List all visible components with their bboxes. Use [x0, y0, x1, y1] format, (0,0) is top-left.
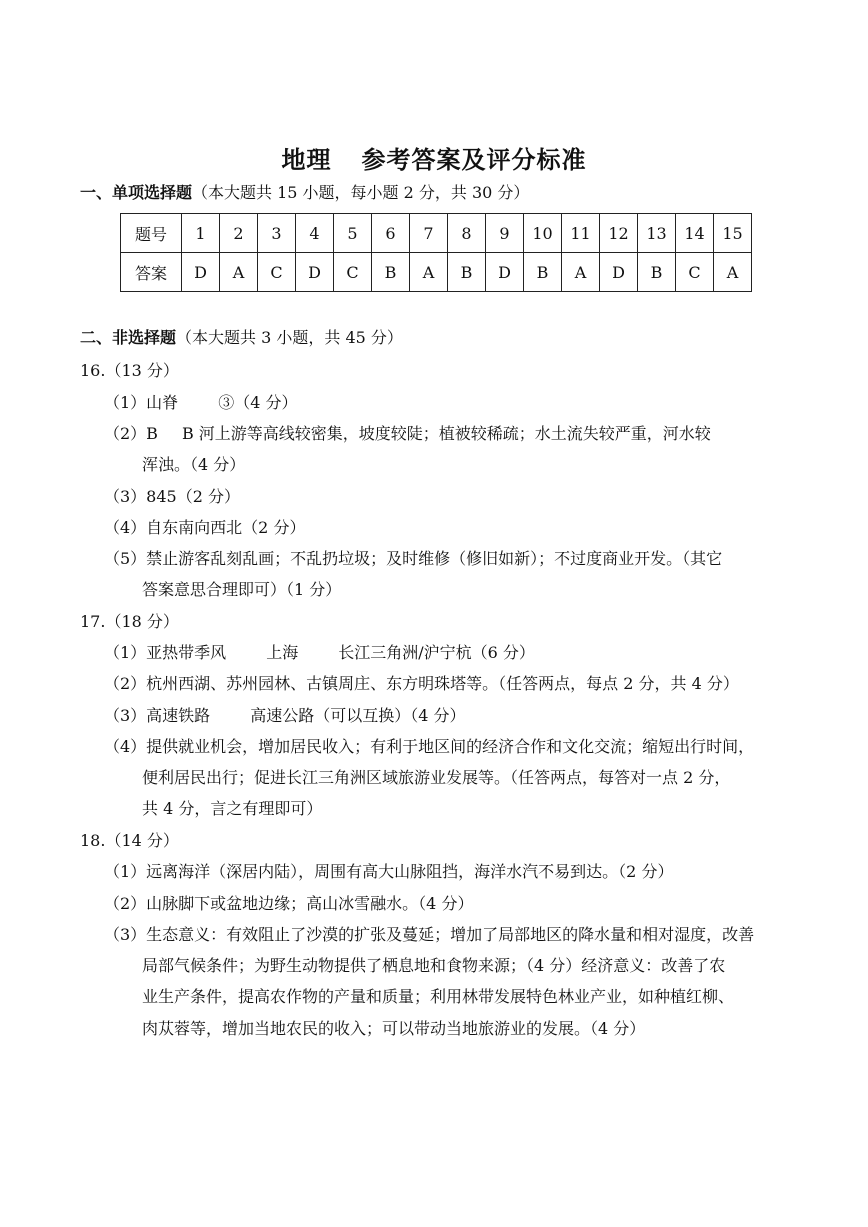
- q17-part4-cont1: 便利居民出行；促进长江三角洲区域旅游业发展等。（任答两点，每答对一点 2 分，: [142, 768, 731, 787]
- q16-part2: [104, 421, 711, 444]
- section2-heading: [80, 325, 403, 348]
- section2-label: 二、非选择题: [80, 328, 177, 347]
- q16-part3: （3）845（2 分）: [104, 487, 240, 506]
- q17-part3-a: （3）高速铁路: [104, 706, 211, 725]
- q16-part2-b: B 河上游等高线较密集，坡度较陡；植被较稀疏；水土流失较严重，河水较: [181, 424, 711, 443]
- q17-part4: （4）提供就业机会，增加居民收入；有利于地区间的经济合作和文化交流；缩短出行时间，: [104, 737, 755, 756]
- table-cell: 12: [600, 214, 638, 253]
- table-cell: 5: [334, 214, 372, 253]
- table-cell: B: [638, 253, 676, 292]
- q17-part3-b: 高速公路（可以互换）（4 分）: [250, 706, 466, 725]
- q18-part3-cont1: 局部气候条件；为野生动物提供了栖息地和食物来源；（4 分）经济意义：改善了农: [142, 956, 726, 975]
- section1-heading: [80, 180, 529, 203]
- q18-part3-cont3: 肉苁蓉等，增加当地农民的收入；可以带动当地旅游业的发展。（4 分）: [142, 1019, 646, 1038]
- q18-part3: （3）生态意义：有效阻止了沙漠的扩张及蔓延；增加了局部地区的降水量和相对湿度，改善: [104, 925, 755, 944]
- q16-heading: 16.（13 分）: [80, 361, 179, 380]
- q18-part3-cont2: 业生产条件，提高农作物的产量和质量；利用林带发展特色林业产业，如种植红柳、: [142, 987, 735, 1006]
- title-main: 参考答案及评分标准: [361, 145, 587, 174]
- table-cell: D: [486, 253, 524, 292]
- table-cell: 3: [258, 214, 296, 253]
- table-header-answer: 答案: [121, 253, 182, 292]
- table-row-answers: [121, 253, 752, 292]
- table-cell: C: [676, 253, 714, 292]
- q17-part4-cont2: 共 4 分，言之有理即可）: [142, 799, 323, 818]
- table-cell: 7: [410, 214, 448, 253]
- q16-part5-cont: 答案意思合理即可）（1 分）: [142, 580, 342, 599]
- table-cell: 4: [296, 214, 334, 253]
- title-subject: 地理: [281, 145, 332, 174]
- table-header-number: 题号: [121, 214, 182, 253]
- q17-part2: （2）杭州西湖、苏州园林、古镇周庄、东方明珠塔等。（任答两点，每点 2 分，共 4 分）: [104, 674, 739, 693]
- table-cell: B: [448, 253, 486, 292]
- table-cell: 13: [638, 214, 676, 253]
- q16-part5: （5）禁止游客乱刻乱画；不乱扔垃圾；及时维修（修旧如新）；不过度商业开发。（其它: [104, 549, 723, 568]
- table-cell: B: [524, 253, 562, 292]
- page-title: [0, 140, 868, 175]
- q18-heading: 18.（14 分）: [80, 831, 179, 850]
- table-row-numbers: [121, 214, 752, 253]
- table-cell: 10: [524, 214, 562, 253]
- table-cell: A: [220, 253, 258, 292]
- q16-part2-cont: 浑浊。（4 分）: [142, 455, 246, 474]
- q17-part3: [104, 703, 465, 726]
- table-cell: 14: [676, 214, 714, 253]
- section1-note: （本大题共 15 小题，每小题 2 分，共 30 分）: [192, 183, 530, 202]
- table-cell: C: [258, 253, 296, 292]
- table-cell: 1: [182, 214, 220, 253]
- q16-part4: （4）自东南向西北（2 分）: [104, 518, 306, 537]
- q17-part1-b: 上海: [266, 643, 299, 662]
- answer-table: [120, 213, 752, 292]
- table-cell: B: [372, 253, 410, 292]
- section2-note: （本大题共 3 小题，共 45 分）: [176, 328, 403, 347]
- table-cell: 6: [372, 214, 410, 253]
- q17-heading: 17.（18 分）: [80, 612, 179, 631]
- table-cell: 8: [448, 214, 486, 253]
- table-cell: D: [296, 253, 334, 292]
- table-cell: A: [410, 253, 448, 292]
- q16-part1-b: ③（4 分）: [218, 393, 298, 412]
- table-cell: 2: [220, 214, 258, 253]
- q18-part1: （1）远离海洋（深居内陆），周围有高大山脉阻挡，海洋水汽不易到达。（2 分）: [104, 862, 674, 881]
- q17-part1-c: 长江三角洲/沪宁杭（6 分）: [338, 643, 535, 662]
- q18-part2: （2）山脉脚下或盆地边缘；高山冰雪融水。（4 分）: [104, 894, 474, 913]
- q17-part1-a: （1）亚热带季风: [104, 643, 227, 662]
- q17-part1: [104, 640, 535, 663]
- table-cell: 11: [562, 214, 600, 253]
- table-cell: D: [182, 253, 220, 292]
- table-cell: A: [562, 253, 600, 292]
- table-cell: 9: [486, 214, 524, 253]
- table-cell: C: [334, 253, 372, 292]
- table-cell: 15: [714, 214, 752, 253]
- q16-part1: [104, 390, 297, 413]
- table-cell: D: [600, 253, 638, 292]
- q16-part2-a: （2）B: [104, 424, 158, 443]
- section1-label: 一、单项选择题: [80, 183, 193, 202]
- q16-part1-a: （1）山脊: [104, 393, 179, 412]
- table-cell: A: [714, 253, 752, 292]
